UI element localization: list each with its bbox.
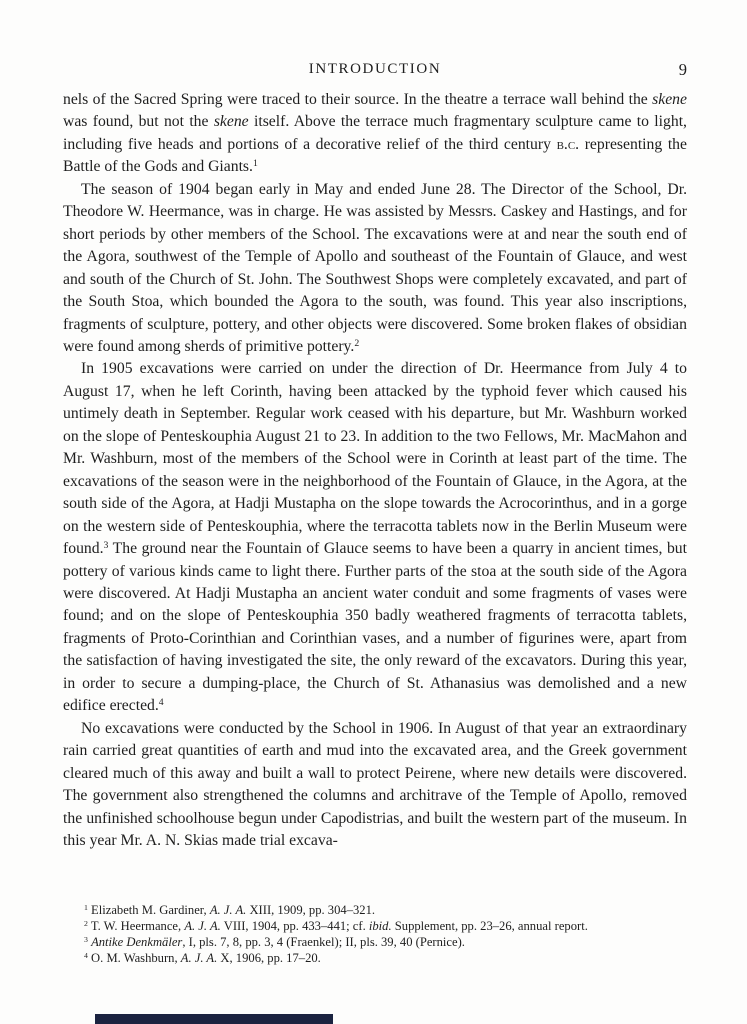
- text-segment: , I, pls. 7, 8, pp. 3, 4 (Fraenkel); II, pls. 39, 40 (Pernice).: [182, 935, 465, 950]
- text-segment: VIII, 1904, pp. 433–441; cf.: [220, 919, 369, 934]
- text-segment: itself. Above the terrace much fragmentary sculpture came to light, including five heads and portions of a decorative relief of the third century: [63, 113, 687, 153]
- paragraph-2: [63, 179, 687, 359]
- text-segment: The ground near the Fountain of Glauce seems to have been a quarry in ancient times, but pottery of various kinds came to light there. Further parts of the stoa at the south side of the Agora were discovered. At Hadji Mustapha an ancient water conduit and some fragments of vases were found; and on the slope of Penteskouphia 350 badly weathered fragments of terracotta tablets, fragments of Proto-Corinthian and Corinthian vases, and a number of figurines were, apart from the satisfaction of having investigated the site, the only reward of the excavators. During this year, in order to secure a dumping-place, the Church of St. Athanasius was demolished and a new edifice erected.: [63, 540, 687, 715]
- footnote-1: [63, 902, 687, 918]
- text-segment: The season of 1904 began early in May and ended June 28. The Director of the School, Dr. Theodore W. Heermance, was in charge. He was assisted by Messrs. Caskey and Hastings, and for short periods by other members of the School. The excavations were at and near the south end of the Agora, southwest of the Temple of Apollo and southeast of the Fountain of Glauce, and west and south of the Church of St. John. The Southwest Shops were completely excavated, and part of the South Stoa, which bounded the Agora to the south, was found. This year also inscriptions, fragments of sculpture, pottery, and other objects were discovered. Some broken flakes of obsidian were found among sherds of primitive pottery.: [63, 180, 687, 355]
- text-segment: T. W. Heermance,: [87, 919, 185, 934]
- italic-term: skene: [213, 113, 249, 131]
- text-segment: No excavations were conducted by the School in 1906. In August of that year an extraordinary rain carried great quantities of earth and mud into the excavated area, and the Greek government cleared much of this away and built a wall to protect Peirene, where new details were discovered. The government also strengthened the columns and architrave of the Temple of Apollo, removed the unfinished schoolhouse begun under Capodistrias, and built the western part of the museum. In this year Mr. A. N. Skias made trial excava-: [63, 719, 687, 849]
- footnote-ref: 4: [158, 696, 164, 708]
- smallcaps-term: b.c.: [556, 135, 580, 153]
- footnote-marker: 1: [84, 902, 88, 912]
- italic-term: skene: [652, 91, 687, 108]
- italic-term: A. J. A.: [184, 919, 221, 934]
- body-text: [63, 89, 687, 852]
- italic-term: A. J. A.: [180, 951, 218, 966]
- italic-term: Antike Denkmäler: [91, 935, 183, 950]
- footnote-ref: 1: [252, 158, 258, 170]
- text-segment: O. M. Washburn,: [87, 951, 181, 966]
- text-segment: was found, but not the: [63, 113, 214, 131]
- footnote-marker: 2: [84, 918, 88, 928]
- paragraph-3: [63, 358, 687, 717]
- running-head: [63, 61, 687, 81]
- text-segment: representing the Battle of the Gods and Giants.: [63, 135, 687, 176]
- footnote-3: [63, 934, 687, 950]
- footnote-4: [63, 950, 687, 966]
- footnotes: [63, 902, 687, 966]
- page-title: INTRODUCTION: [308, 61, 442, 77]
- text-segment: Supplement, pp. 23–26, annual report.: [391, 919, 588, 934]
- paragraph-4: [63, 718, 687, 853]
- text-segment: Elizabeth M. Gardiner,: [87, 903, 210, 917]
- paragraph-1: [63, 89, 687, 179]
- text-segment: XIII, 1909, pp. 304–321.: [246, 903, 376, 917]
- footnote-ref: 3: [103, 539, 109, 551]
- text-segment: X, 1906, pp. 17–20.: [217, 951, 321, 966]
- page-number: 9: [678, 60, 687, 79]
- footnote-marker: 3: [84, 934, 88, 944]
- bottom-scan-artifact-bar: [95, 1014, 333, 1024]
- text-segment: In 1905 excavations were carried on under the direction of Dr. Heermance from July 4 to August 17, when he left Corinth, having been attacked by the typhoid fever which caused his untimely death in September. Regular work ceased with his departure, but Mr. Washburn worked on the slope of Penteskouphia August 21 to 23. In addition to the two Fellows, Mr. MacMahon and Mr. Washburn, most of the members of the School were in Corinth at least part of the time. The excavations of the season were in the neighborhood of the Fountain of Glauce, in the Agora, at the south side of the Agora, at Hadji Mustapha on the slope towards the Acrocorinthus, and in a gorge on the western side of Penteskouphia, where the terracotta tablets now in the Berlin Museum were found.: [63, 360, 687, 558]
- italic-term: ibid.: [368, 919, 392, 934]
- italic-term: A. J. A.: [209, 903, 247, 917]
- footnote-marker: 4: [84, 951, 88, 960]
- text-segment: nels of the Sacred Spring were traced to their source. In the theatre a terrace wall behind the: [63, 91, 653, 108]
- footnote-2: [63, 918, 687, 934]
- footnote-ref: 2: [354, 337, 360, 349]
